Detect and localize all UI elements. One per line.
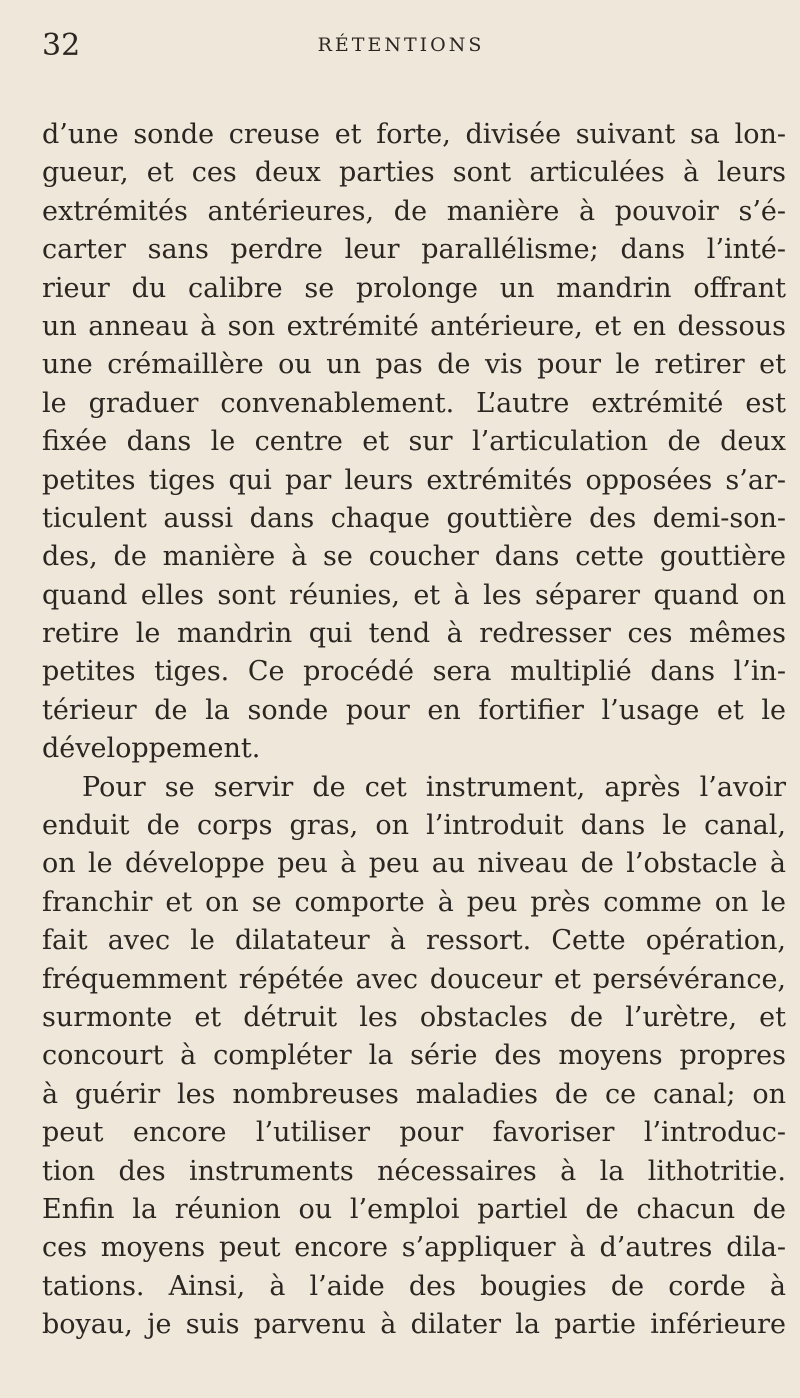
body-text <box>42 116 786 1345</box>
text-line: on le développe peu à peu au niveau de l’obstacle à <box>42 848 786 880</box>
text-line: ticulent aussi dans chaque gouttière des demi-son- <box>42 502 786 534</box>
text-line: à guérir les nombreuses maladies de ce canal; on <box>42 1078 786 1110</box>
text-line: développement. <box>42 733 261 765</box>
text-line: petites tiges. Ce procédé sera multiplié dans l’in- <box>42 656 786 688</box>
text-line: un anneau à son extrémité antérieure, et en dessous <box>42 310 786 342</box>
text-line: fixée dans le centre et sur l’articulation de deux <box>42 426 786 458</box>
text-line: ces moyens peut encore s’appliquer à d’autres dila- <box>42 1232 786 1264</box>
text-line: retire le mandrin qui tend à redresser ces mêmes <box>42 618 786 650</box>
text-line: gueur, et ces deux parties sont articulées à leurs <box>42 157 786 189</box>
text-line: des, de manière à se coucher dans cette gouttière <box>42 541 786 573</box>
text-line: quand elles sont réunies, et à les séparer quand on <box>42 579 786 611</box>
text-line: une crémaillère ou un pas de vis pour le retirer et <box>42 349 786 381</box>
text-line: tion des instruments nécessaires à la lithotritie. <box>42 1155 786 1187</box>
running-title: RÉTENTIONS <box>317 34 485 56</box>
text-line: Pour se servir de cet instrument, après l’avoir <box>82 771 786 803</box>
text-line: franchir et on se comporte à peu près comme on le <box>42 886 786 918</box>
text-line: d’une sonde creuse et forte, divisée suivant sa lon- <box>42 119 786 150</box>
text-line: fréquemment répétée avec douceur et persévérance, <box>42 963 786 995</box>
text-line: fait avec le dilatateur à ressort. Cette opération, <box>42 925 786 957</box>
text-line: concourt à compléter la série des moyens propres <box>42 1040 786 1072</box>
text-line: tations. Ainsi, à l’aide des bougies de corde à <box>42 1270 786 1302</box>
text-line: le graduer convenablement. L’autre extrémité est <box>42 387 786 419</box>
text-line: enduit de corps gras, on l’introduit dans le canal, <box>42 810 786 842</box>
text-line: surmonte et détruit les obstacles de l’urètre, et <box>42 1001 786 1033</box>
text-line: térieur de la sonde pour en fortifier l’usage et le <box>42 694 786 726</box>
text-line: Enfin la réunion ou l’emploi partiel de chacun de <box>42 1193 786 1225</box>
text-line: extrémités antérieures, de manière à pouvoir s’é- <box>42 195 786 227</box>
page-header <box>42 28 760 64</box>
text-line: rieur du calibre se prolonge un mandrin offrant <box>42 272 786 304</box>
text-line: carter sans perdre leur parallélisme; dans l’inté- <box>42 234 786 266</box>
page-number: 32 <box>42 28 81 63</box>
text-line: peut encore l’utiliser pour favoriser l’introduc- <box>42 1117 786 1149</box>
text-line: petites tiges qui par leurs extrémités opposées s’ar- <box>42 464 786 496</box>
text-line: boyau, je suis parvenu à dilater la partie inférieure <box>42 1309 786 1341</box>
